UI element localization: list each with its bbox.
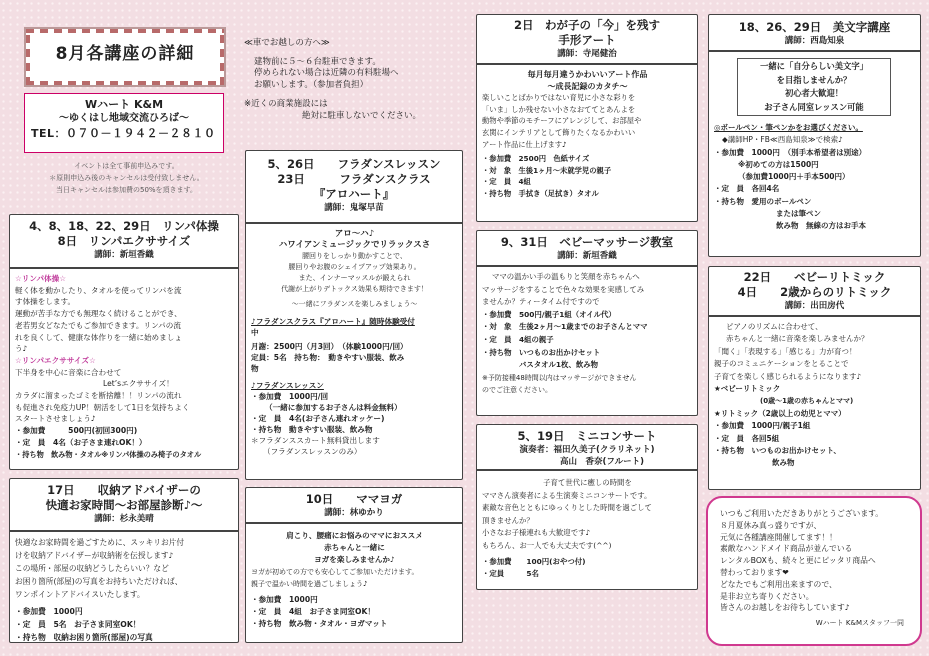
detail-capacity: ・定員 5名 xyxy=(482,569,539,579)
text-line: ませんか？ティータイム付ですので xyxy=(482,297,600,307)
section-heading: ♪フラダンスクラス『アロハート』随時体験受付 xyxy=(251,317,415,326)
calligraphy-card xyxy=(708,14,921,257)
hula-header xyxy=(246,151,462,224)
art-heading: 2日 わが子の「今」を残す xyxy=(513,18,660,32)
text-line: ◆講師HP・FB≪西島知泉≫で検索♪ xyxy=(722,135,843,145)
intro-line: 代謝が上がりデトックス効果も期待できます！ xyxy=(281,285,428,293)
detail-capacity: ・定 員 5名 お子さま同室OK！ xyxy=(15,620,141,629)
hula-heading: 5、26日 フラダンスレッスン xyxy=(267,157,441,171)
catch-line: 一緒に「自分らしい美文字」 xyxy=(760,61,868,71)
message-line: 皆さんのお越しをお待ちしています♪ xyxy=(720,603,850,613)
text-line: す体操をします。 xyxy=(15,297,76,307)
text-line: 素敵な音色とともにゆっくりとした時間を過ごして xyxy=(482,503,652,513)
catch-line: ～成長記録のカタチ～ xyxy=(547,81,628,91)
text-line: (0歳～1歳の赤ちゃんとママ) xyxy=(760,397,854,406)
notice-line: 当日キャンセルは参加費の50%を頂きます。 xyxy=(56,186,197,194)
text-line: ヨガを楽しみませんか♪ xyxy=(314,555,395,564)
parking-line: お願いします。（参加者負担） xyxy=(254,79,369,90)
text-line: けを収納アドバイザーが収納術を伝授します♪ xyxy=(15,551,174,560)
detail-capacity: ・定 員 各回4名 xyxy=(714,184,780,194)
hula-instructor: 講師：鬼塚早苗 xyxy=(324,203,384,213)
parking-line: 絶対に駐車しないでください。 xyxy=(302,110,422,121)
text-line: または筆ペン xyxy=(776,209,821,219)
text-line: 飲み物 xyxy=(772,458,795,468)
text-line: ママさん演奏者による生演奏ミニコンサートです。 xyxy=(482,490,652,500)
section-heading: ◎ボールペン・筆ペンかをお選びください。 xyxy=(714,123,863,132)
detail-capacity: ・定 員 4名（お子さま連れOK！） xyxy=(15,437,147,447)
text-line: 赤ちゃんと一緒に xyxy=(324,543,385,552)
org-box xyxy=(24,93,224,153)
parking-line: 停められない場合は近隣の有料駐場へ xyxy=(254,68,399,78)
text-line: ※予防接種48時間以内はマッサージができません xyxy=(482,373,637,382)
detail-target: ・対 象 生後1ヶ月～未就学児の親子 xyxy=(482,165,612,175)
rhythm-card xyxy=(708,266,921,490)
rhythm-header xyxy=(709,267,920,317)
text-line: 子育て世代に癒しの時間を xyxy=(543,478,632,487)
yoga-heading: 10日 ママヨガ xyxy=(305,492,403,506)
text-line: 運動が苦手な方でも無理なく続けることができ、 xyxy=(15,309,182,319)
text-line: 玄関にインテリアとして飾りたくなるかわいい xyxy=(482,127,636,137)
detail-fee: ・参加費 500円(初回300円) xyxy=(15,426,138,436)
hula-subheading: 23日 フラダンスクラス xyxy=(277,172,431,186)
intro-line: 腰回りやお腹のシェイプアップ効果あり。 xyxy=(288,263,421,271)
intro-line: 腰回りをしっかり動かすことで、 xyxy=(302,252,407,260)
text-line: 肩こり、腰痛にお悩みのママにおススメ xyxy=(286,531,423,540)
text-line: お困り箇所(部屋)の写真をお持ちいただければ、 xyxy=(15,577,183,586)
detail-capacity: ・定 員 4組の親子 xyxy=(482,334,554,344)
performer-2: 高山 香奈(フルート) xyxy=(560,457,644,467)
catch-box xyxy=(737,58,891,116)
detail-fee: ・参加費 100円(おやつ付) xyxy=(482,556,586,566)
hula-card xyxy=(245,150,463,480)
text-line: 小さなお子様連れも大歓迎です♪ xyxy=(482,528,591,538)
message-line: 是非お立ち寄りください。 xyxy=(720,591,814,601)
lymph-heading: 4、8、18、22、29日 リンパ体操 xyxy=(29,219,219,233)
text-line: れを良くして、健康な体作りを一緒に始めましょ xyxy=(15,332,182,342)
organize-subheading: 快適お家時間～お部屋診断♪～ xyxy=(45,498,203,512)
notice xyxy=(24,160,229,196)
organize-heading: 17日 収納アドバイザーの xyxy=(47,483,201,497)
calligraphy-instructor: 講師：西島知泉 xyxy=(784,36,845,46)
art-header xyxy=(477,15,697,65)
concert-heading: 5、19日 ミニコンサート xyxy=(517,429,657,443)
calligraphy-heading: 18、26、29日 美文字講座 xyxy=(738,20,891,34)
org-tel: TEL：０７０－１９４２－２８１０ xyxy=(31,127,216,140)
organize-instructor: 講師：杉永美晴 xyxy=(94,514,154,524)
concert-card xyxy=(476,424,698,590)
detail-fee: ・参加費 1000円 xyxy=(251,595,318,604)
course-item: ★ベビーリトミック xyxy=(714,384,781,394)
parking-line: ※近くの商業施設には xyxy=(244,99,328,109)
text-line: 快適なお家時間を過ごすために、スッキリお片付 xyxy=(15,538,185,547)
text-line: 定員：5名 持ち物： 動きやすい服装、飲み xyxy=(251,353,405,362)
performer-1: 演奏者：福田久美子(クラリネット) xyxy=(519,445,655,455)
intro-line: アロ～ハ♪ xyxy=(334,229,375,239)
detail-fee: ・参加費 1000円/回 xyxy=(251,392,329,401)
intro-line: ～一緒にフラダンスを楽しみましょう～ xyxy=(291,300,418,308)
section-heading: ☆リンパ体操☆ xyxy=(15,274,67,283)
intro-line: ハワイアンミュージックでリラックスさ xyxy=(278,240,431,250)
organize-card xyxy=(9,478,239,643)
text-line: 月謝：2500円（月3回） （体験1000円/回） xyxy=(251,342,408,351)
text-line: 頂きませんか？ xyxy=(482,515,534,525)
section-heading: ☆リンパエクササイズ☆ xyxy=(15,355,96,365)
text-line: バスタオル1枚、飲み物 xyxy=(482,360,599,370)
text-line: 動物や季節のモチーフにアレンジして、お部屋や xyxy=(482,116,642,126)
text-line: ママの温かい手の温もりと笑顔を赤ちゃんへ xyxy=(492,272,640,281)
detail-fee: ・参加費 1000円 （別手本希望者は別途） xyxy=(714,147,867,157)
catch-line: 初心者大歓迎！ xyxy=(784,88,844,98)
text-line: （フラダンスレッスンのみ） xyxy=(263,447,362,456)
text-line: のでご注意ください。 xyxy=(482,386,552,395)
detail-items: ・持ち物 動きやすい服装、飲み物 xyxy=(251,425,373,434)
text-line: う♪ xyxy=(15,344,28,354)
text-line: 飲み物 無線の方はお手本 xyxy=(776,221,866,231)
catch-line: 毎月毎月違うかわいいアート作品 xyxy=(527,70,648,79)
concert-header xyxy=(477,425,697,471)
message-line: 元気に各種講座開催してます！！ xyxy=(720,532,837,542)
art-card xyxy=(476,14,698,222)
message-line: ８月夏休み真っ盛りですが、 xyxy=(720,520,822,530)
detail-capacity: ・定 員 4組 xyxy=(482,177,531,187)
text-line: 中 xyxy=(251,328,259,337)
course-item: ★リトミック（2歳以上の幼児とママ） xyxy=(714,408,846,418)
catch-line: を目指しませんか？ xyxy=(776,74,852,85)
parking-line: 建物前に５～６台駐車できます。 xyxy=(254,56,381,67)
lymph-subheading: 8日 リンパエクササイズ xyxy=(57,234,191,248)
detail-capacity: ・定 員 各回5組 xyxy=(714,433,780,443)
detail-items: ・持ち物 飲み物・タオル・ヨガマット xyxy=(251,619,388,628)
message-line: 素敵なハンドメイド商品が並んでいる xyxy=(720,544,853,554)
detail-items: ・持ち物 いつものお出かけセット xyxy=(482,347,601,357)
text-line: マッサージをすることで色々な効果を実感してみ xyxy=(482,284,645,294)
text-line: （参加費1000円＋手本500円） xyxy=(738,172,850,182)
detail-items: ・持ち物 愛用のボールペン xyxy=(714,196,812,206)
massage-header xyxy=(477,231,697,267)
lymph-header xyxy=(10,215,238,269)
hula-class-name: 『アロハート』 xyxy=(313,187,395,201)
org-sub: ～ゆくはし地域交流ひろば～ xyxy=(59,113,189,124)
text-line: も促進され免疫力UP！朝活をして1日を気持ちよく xyxy=(15,402,190,412)
yoga-instructor: 講師：林ゆかり xyxy=(324,508,384,518)
detail-target: ・対 象 生後2ヶ月～1歳までのお子さんとママ xyxy=(482,322,648,332)
lymph-instructor: 講師：新垣香織 xyxy=(94,250,154,260)
text-line: ※初めての方は1500円 xyxy=(738,159,819,169)
text-line: 子育てを楽しく感じられるようになります♪ xyxy=(714,371,862,381)
detail-items: ・持ち物 手拭き（足拭き）タオル xyxy=(482,188,599,198)
massage-instructor: 講師：新垣香織 xyxy=(557,251,617,261)
message-signature: Wハート K&Mスタッフ一同 xyxy=(815,619,904,628)
text-line: 親子で温かい時間を過ごしましょう♪ xyxy=(251,580,368,588)
text-line: 楽しいことばかりではない育児に小さな彩りを xyxy=(482,93,636,103)
title-frame xyxy=(24,27,226,87)
text-line: 親子のコミュニケーションをとることで xyxy=(714,359,849,369)
detail-fee: ・参加費 1000円/親子1組 xyxy=(714,421,811,431)
text-line: ＊フラダンススカート無料貸出します xyxy=(251,436,380,445)
text-line: 老若男女どなたでもご参加できます。リンパの流 xyxy=(15,320,181,330)
text-line: スタートさせましょう♪ xyxy=(15,414,96,424)
message-line: いつもご利用いただきありがとうございます。 xyxy=(720,509,884,518)
org-name: Wハート K&M xyxy=(84,98,164,111)
text-line: 下半身を中心に音楽に合わせて xyxy=(15,367,122,377)
detail-fee: ・参加費 1000円 xyxy=(15,607,83,616)
message-box xyxy=(706,496,922,646)
text-line: ヨガが初めての方でも安心してご参加いただけます。 xyxy=(251,568,419,576)
organize-header xyxy=(10,479,238,532)
rhythm-heading: 22日 ベビーリトミック xyxy=(743,270,886,284)
lymph-card xyxy=(9,214,239,470)
text-line: アート作品に仕上げます♪ xyxy=(482,139,567,149)
text-line: もちろん、お一人でも大丈夫です(^^) xyxy=(482,540,612,550)
art-subheading: 手形アート xyxy=(558,33,616,47)
rhythm-subheading: 4日 2歳からのリトミック xyxy=(737,285,892,299)
text-line: 「聞く」「表現する」「感じる」力が育つ！ xyxy=(714,346,857,356)
text-line: 「いま」しか残せない小さなおててとあんよを xyxy=(482,104,636,114)
text-line: Let’sエクササイズ！ xyxy=(103,379,174,389)
catch-line: お子さん同室レッスン可能 xyxy=(764,101,864,112)
text-line: （一緒に参加するお子さんは料金無料） xyxy=(265,403,402,412)
notice-line: イベントは全て事前申込みです。 xyxy=(74,162,179,170)
detail-items: ・持ち物 収納お困り箇所(部屋)の写真 xyxy=(15,633,153,642)
intro-line: また、インナーマッスルが鍛えられ xyxy=(298,274,411,282)
text-line: 赤ちゃんと一緒に音楽を楽しみませんか？ xyxy=(726,334,869,344)
message-line: レンタルBOXも、続々と更にピッタリ商品へ xyxy=(720,556,876,566)
calligraphy-header xyxy=(709,15,920,52)
detail-fee: ・参加費 2500円 色紙サイズ xyxy=(482,154,590,164)
massage-heading: 9、31日 ベビーマッサージ教室 xyxy=(500,235,674,249)
section-heading: ♪フラダンスレッスン xyxy=(251,381,324,390)
art-instructor: 講師：寺尾健治 xyxy=(557,49,617,59)
text-line: この場所・部屋の収納どうしたらいい？など xyxy=(15,564,169,573)
text-line: 物 xyxy=(251,364,259,373)
detail-items: ・持ち物 いつものお出かけセット、 xyxy=(714,446,841,456)
parking-heading: ≪車でお越しの方へ≫ xyxy=(244,38,330,48)
detail-capacity: ・定 員 4組 お子さま同室OK！ xyxy=(251,607,375,616)
massage-card xyxy=(476,230,698,416)
page-title: 8月各講座の詳細 xyxy=(55,44,195,64)
rhythm-instructor: 講師：出田房代 xyxy=(784,301,845,311)
text-line: カラダに溜まったゴミを断捨離！！リンパの流れ xyxy=(15,391,182,401)
parking-info xyxy=(244,38,474,122)
message-line: どなたでもご利用出来ますので、 xyxy=(720,579,837,589)
text-line: 軽く体を動かしたり、タオルを使ってリンパを流 xyxy=(15,285,182,295)
message-line: 替わっております❤ xyxy=(720,567,789,577)
yoga-card xyxy=(245,487,463,643)
text-line: ピアノのリズムに合わせて、 xyxy=(726,322,823,331)
yoga-header xyxy=(246,488,462,524)
notice-line: ＊原則申込み後のキャンセルは受付致しません。 xyxy=(49,174,204,182)
detail-capacity: ・定 員 4名(お子さん連れオッケー) xyxy=(251,414,385,423)
text-line: ワンポイントアドバイスいたします。 xyxy=(15,590,145,599)
detail-items: ・持ち物 飲み物・タオル※リンパ体操のみ椅子のタオル xyxy=(15,449,202,459)
detail-fee: ・参加費 500円/親子1組（オイル代） xyxy=(482,309,616,319)
